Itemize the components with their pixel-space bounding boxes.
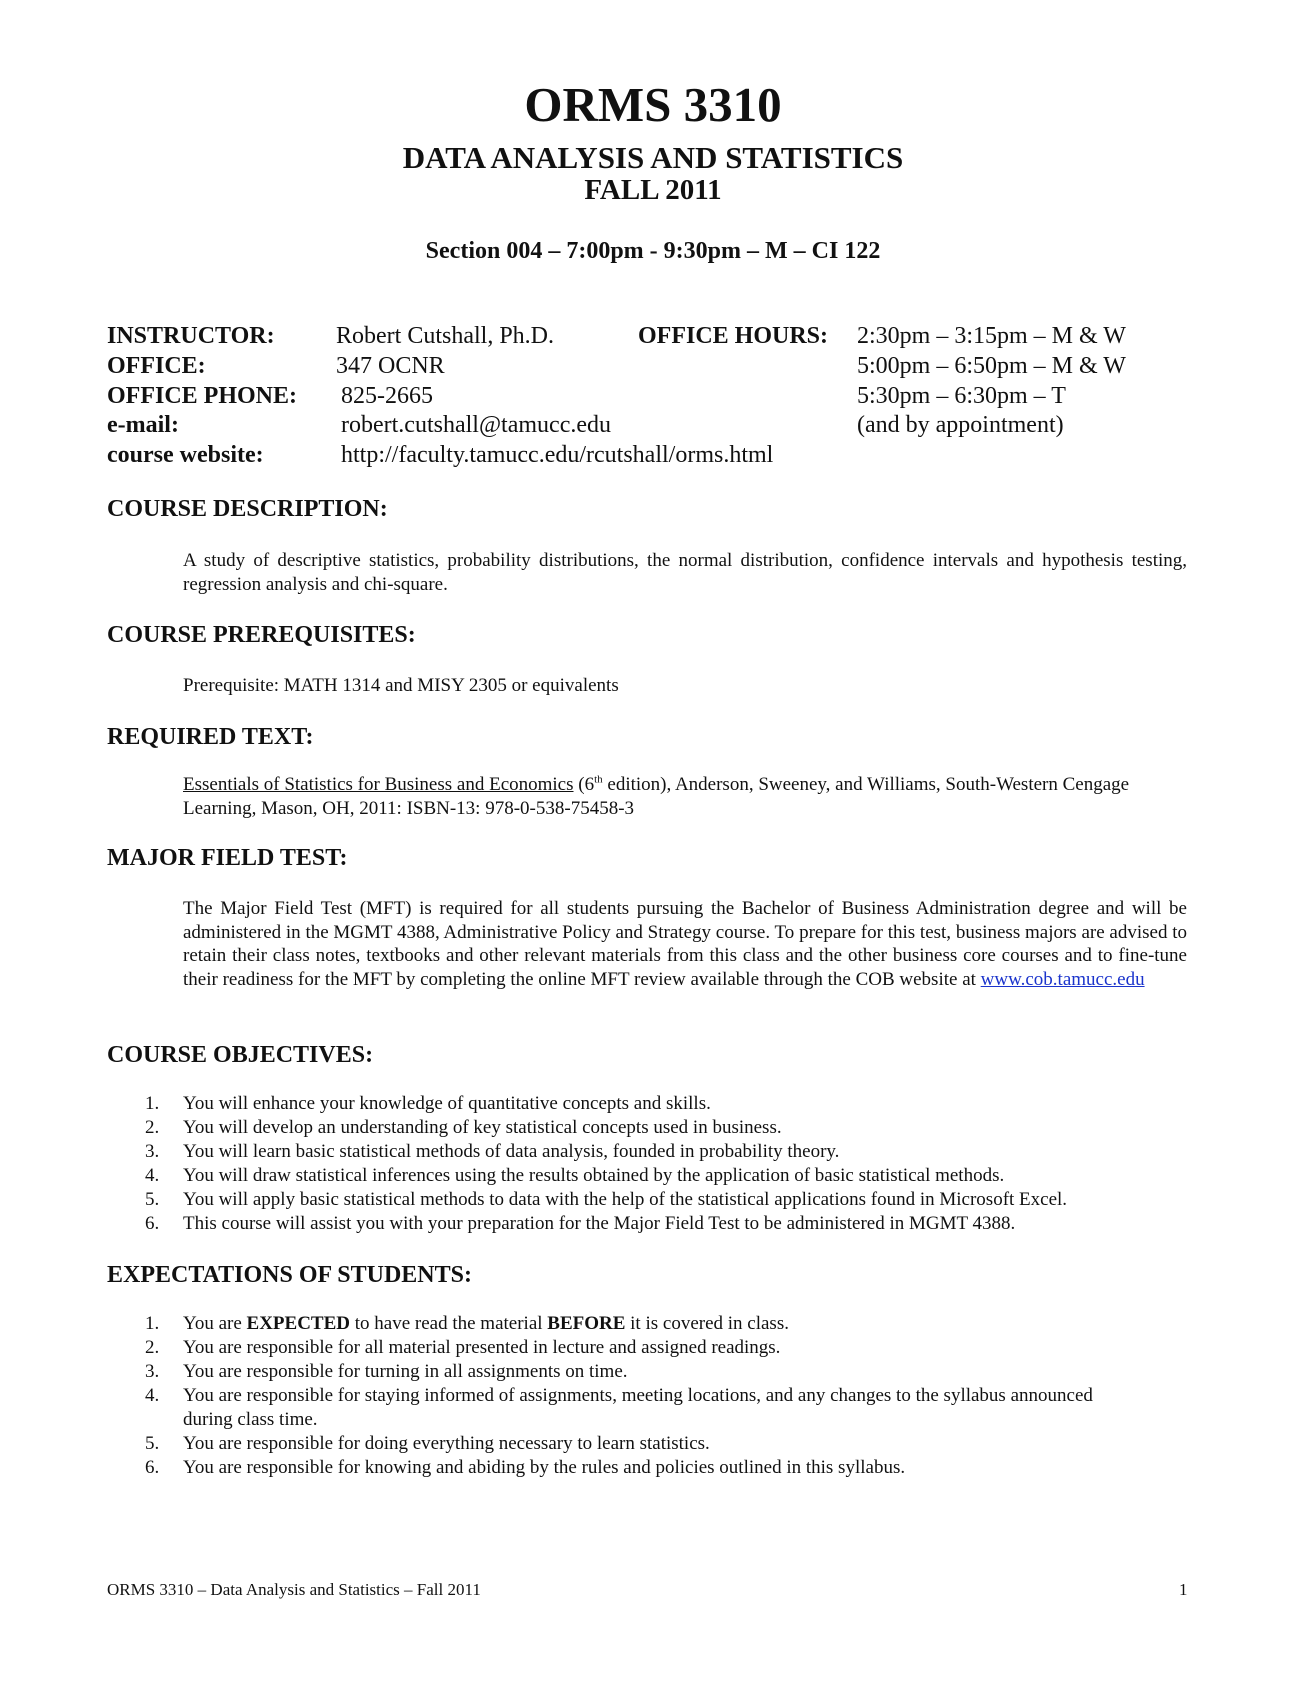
instructor-info-block — [107, 322, 1126, 471]
course-prerequisites-heading: COURSE PREREQUISITES: — [107, 622, 416, 648]
list-item: 3. You are responsible for turning in all assignments on time. — [145, 1361, 628, 1382]
list-item: 2. You are responsible for all material presented in lecture and assigned readings. — [145, 1337, 781, 1358]
list-item: 4. You will draw statistical inferences using the results obtained by the application of basic statistical methods. — [145, 1165, 1005, 1186]
office-hours-line: (and by appointment) — [857, 412, 1064, 439]
office-value: 347 OCNR — [336, 352, 445, 379]
office-hours-line: 5:00pm – 6:50pm – M & W — [857, 352, 1126, 379]
list-item: 4. You are responsible for staying informed of assignments, meeting locations, and any changes to the syllabus announced during class time. — [145, 1385, 1093, 1430]
list-item: 6. You are responsible for knowing and abiding by the rules and policies outlined in this syllabus. — [145, 1457, 906, 1478]
office-hours-line: 2:30pm – 3:15pm – M & W — [857, 323, 1126, 349]
expectations-heading: EXPECTATIONS OF STUDENTS: — [107, 1262, 472, 1288]
website-label: course website: — [107, 442, 264, 469]
email-value[interactable]: robert.cutshall@tamucc.edu — [341, 412, 611, 439]
list-item: 1. You are EXPECTED to have read the material BEFORE it is covered in class. — [145, 1313, 789, 1334]
section-info: Section 004 – 7:00pm - 9:30pm – M – CI 122 — [425, 238, 881, 264]
course-prerequisites-text: Prerequisite: MATH 1314 and MISY 2305 or equivalents — [183, 675, 619, 696]
cob-website-link[interactable]: www.cob.tamucc.edu — [980, 968, 1145, 990]
instructor-label: INSTRUCTOR: — [107, 323, 275, 349]
course-objectives-heading: COURSE OBJECTIVES: — [107, 1042, 374, 1068]
list-item: 5. You are responsible for doing everything necessary to learn statistics. — [145, 1433, 710, 1454]
phone-value: 825-2665 — [341, 382, 433, 409]
office-label: OFFICE: — [107, 352, 206, 379]
major-field-test-text: The Major Field Test (MFT) is required for all students pursuing the Bachelor of Business Administration degree and will be administered in the MGMT 4388, Administrative Policy and Strategy course. To prepare for this test, business majors are advised to retain their class notes, textbooks and other relevant materials from this class and the other business core courses and to fine-tune their readiness for the MFT by completing the online MFT review available through the COB website at www.cob.tamucc.edu — [183, 898, 1187, 990]
page-number: 1 — [1179, 1580, 1188, 1599]
course-title: DATA ANALYSIS AND STATISTICS — [402, 140, 904, 175]
list-item: 2. You will develop an understanding of key statistical concepts used in business. — [145, 1117, 782, 1138]
textbook-title: Essentials of Statistics for Business and Economics — [183, 774, 574, 795]
term: FALL 2011 — [584, 174, 722, 206]
office-hours-line: 5:30pm – 6:30pm – T — [857, 382, 1066, 409]
list-item: 3. You will learn basic statistical methods of data analysis, founded in probability theory. — [145, 1141, 840, 1162]
course-description-heading: COURSE DESCRIPTION: — [107, 496, 388, 522]
list-item: 5. You will apply basic statistical methods to data with the help of the statistical applications found in Microsoft Excel. — [145, 1189, 1068, 1210]
course-code-title: ORMS 3310 — [524, 77, 782, 132]
major-field-test-heading: MAJOR FIELD TEST: — [107, 845, 348, 871]
required-text-heading: REQUIRED TEXT: — [107, 724, 314, 750]
required-text-citation: Essentials of Statistics for Business and Economics (6th edition), Anderson, Sweeney, and Williams, South-Western Cengage Learning, Mason, OH, 2011: ISBN-13: 978-0-538-75458-3 — [183, 773, 1130, 819]
course-objectives-list — [145, 1092, 1205, 1236]
list-item: 1. You will enhance your knowledge of quantitative concepts and skills. — [145, 1093, 711, 1114]
email-label: e-mail: — [107, 412, 179, 439]
expectations-list — [145, 1312, 1120, 1480]
office-hours-label: OFFICE HOURS: — [638, 323, 829, 349]
instructor-value: Robert Cutshall, Ph.D. — [336, 323, 555, 349]
website-value[interactable]: http://faculty.tamucc.edu/rcutshall/orms.html — [341, 442, 774, 469]
list-item: 6. This course will assist you with your preparation for the Major Field Test to be administered in MGMT 4388. — [145, 1213, 1016, 1234]
phone-label: OFFICE PHONE: — [107, 382, 297, 409]
course-description-text: A study of descriptive statistics, probability distributions, the normal distribution, confidence intervals and hypothesis testing, regression analysis and chi-square. — [183, 550, 1187, 595]
footer-text: ORMS 3310 – Data Analysis and Statistics – Fall 2011 — [107, 1580, 481, 1599]
